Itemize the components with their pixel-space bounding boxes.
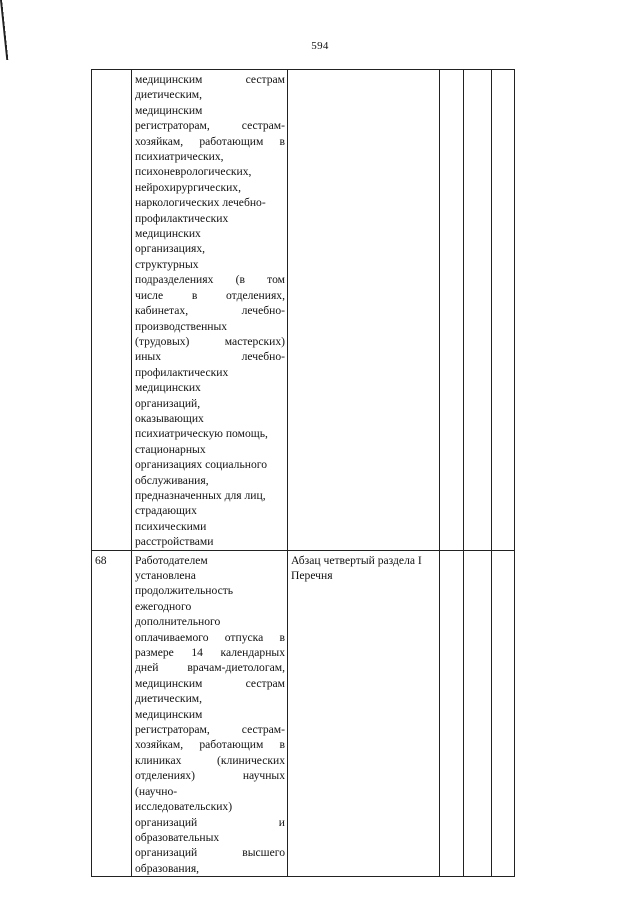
requirement-text-line: оказывающих — [135, 411, 204, 425]
legal-reference-cell — [288, 70, 440, 551]
requirement-text-line: хозяйкам, работающим в — [135, 738, 285, 752]
requirement-text-line: установлена — [135, 569, 196, 582]
requirement-text-line: оплачиваемого отпуска в — [135, 630, 285, 644]
table-row — [92, 550, 515, 877]
requirement-text-line: нейрохирургических, — [135, 180, 242, 194]
requirement-text-line: медицинских — [135, 381, 201, 395]
requirement-text-line: регистраторам, сестрам- — [135, 723, 285, 737]
requirement-text-line: ежегодного — [135, 599, 192, 613]
requirement-text-line: подразделениях (в том — [135, 273, 285, 287]
requirement-text-line: организаций высшего — [135, 846, 285, 860]
requirement-text-line: медицинским — [135, 707, 203, 721]
requirement-text-line: производственных — [135, 319, 228, 333]
requirement-text-line: психиатрическую помощь, — [135, 427, 268, 441]
requirement-text-line: организациях социального — [135, 458, 268, 472]
requirement-text-line: наркологических лечебно- — [135, 196, 266, 210]
requirement-text-line: профилактических — [135, 365, 229, 379]
legal-reference-line: Абзац четвертый раздела I — [291, 553, 422, 567]
answer-yes-cell — [440, 550, 464, 877]
requirement-text-line: профилактических — [135, 211, 229, 225]
requirement-text-line: психиатрических, — [135, 150, 224, 164]
legal-reference-line: Перечня — [291, 569, 333, 582]
requirement-text-line: стационарных — [135, 442, 206, 456]
requirement-text-line: организаций и — [135, 815, 285, 829]
legal-reference-cell — [288, 550, 440, 877]
requirement-text-line: организациях, — [135, 242, 206, 256]
requirement-text-line: психоневрологических, — [135, 165, 252, 179]
requirement-text-line: страдающих — [135, 504, 197, 518]
requirement-text-line: регистраторам, сестрам- — [135, 119, 285, 133]
requirement-text-line: диетическим, — [135, 88, 203, 102]
requirement-text-line: отделениях) научных — [135, 769, 285, 783]
requirement-text-line: исследовательских) — [135, 800, 233, 814]
requirement-text-cell — [132, 70, 288, 551]
requirement-text-line: структурных — [135, 257, 199, 271]
requirement-text-line: медицинским сестрам — [135, 73, 285, 86]
requirement-text-line: медицинским сестрам — [135, 676, 285, 690]
requirement-text-line: кабинетах, лечебно- — [135, 304, 285, 318]
requirement-text-line: дополнительного — [135, 615, 221, 629]
requirement-text-line: медицинских — [135, 227, 201, 241]
requirement-text-line: диетическим, — [135, 692, 203, 706]
table-row — [92, 70, 515, 551]
requirement-text-line: предназначенных для лиц, — [135, 488, 266, 502]
requirement-text-line: психическими — [135, 519, 207, 533]
requirement-text-line: клиниках (клинических — [135, 753, 285, 767]
answer-na-cell — [492, 70, 515, 551]
requirement-text-line: образовательных — [135, 830, 220, 844]
requirement-text-line: организаций, — [135, 396, 201, 410]
requirement-text-line: размере 14 календарных — [135, 646, 285, 660]
answer-no-cell — [464, 70, 492, 551]
requirement-text-line: Работодателем — [135, 553, 208, 567]
requirement-text-cell — [132, 550, 288, 877]
requirement-text-line: обслуживания, — [135, 473, 209, 487]
requirement-text-line: продолжительность — [135, 584, 234, 598]
requirement-text-line: иных лечебно- — [135, 350, 285, 364]
requirement-text-line: (научно- — [135, 784, 178, 798]
requirement-text-line: числе в отделениях, — [135, 288, 285, 302]
checklist-table — [91, 69, 515, 877]
requirement-text-line: дней врачам-диетологам, — [135, 661, 285, 675]
page-number: 594 — [311, 40, 329, 52]
answer-na-cell — [492, 550, 515, 877]
requirement-text-line: медицинским — [135, 103, 203, 117]
requirement-text-line: образования, — [135, 861, 200, 875]
row-number-cell: 68 — [92, 550, 132, 877]
requirement-text-line: хозяйкам, работающим в — [135, 134, 285, 148]
requirement-text-line: (трудовых) мастерских) — [135, 334, 285, 348]
requirement-text-line: расстройствами — [135, 535, 214, 549]
row-number-cell — [92, 70, 132, 551]
answer-yes-cell — [440, 70, 464, 551]
answer-no-cell — [464, 550, 492, 877]
